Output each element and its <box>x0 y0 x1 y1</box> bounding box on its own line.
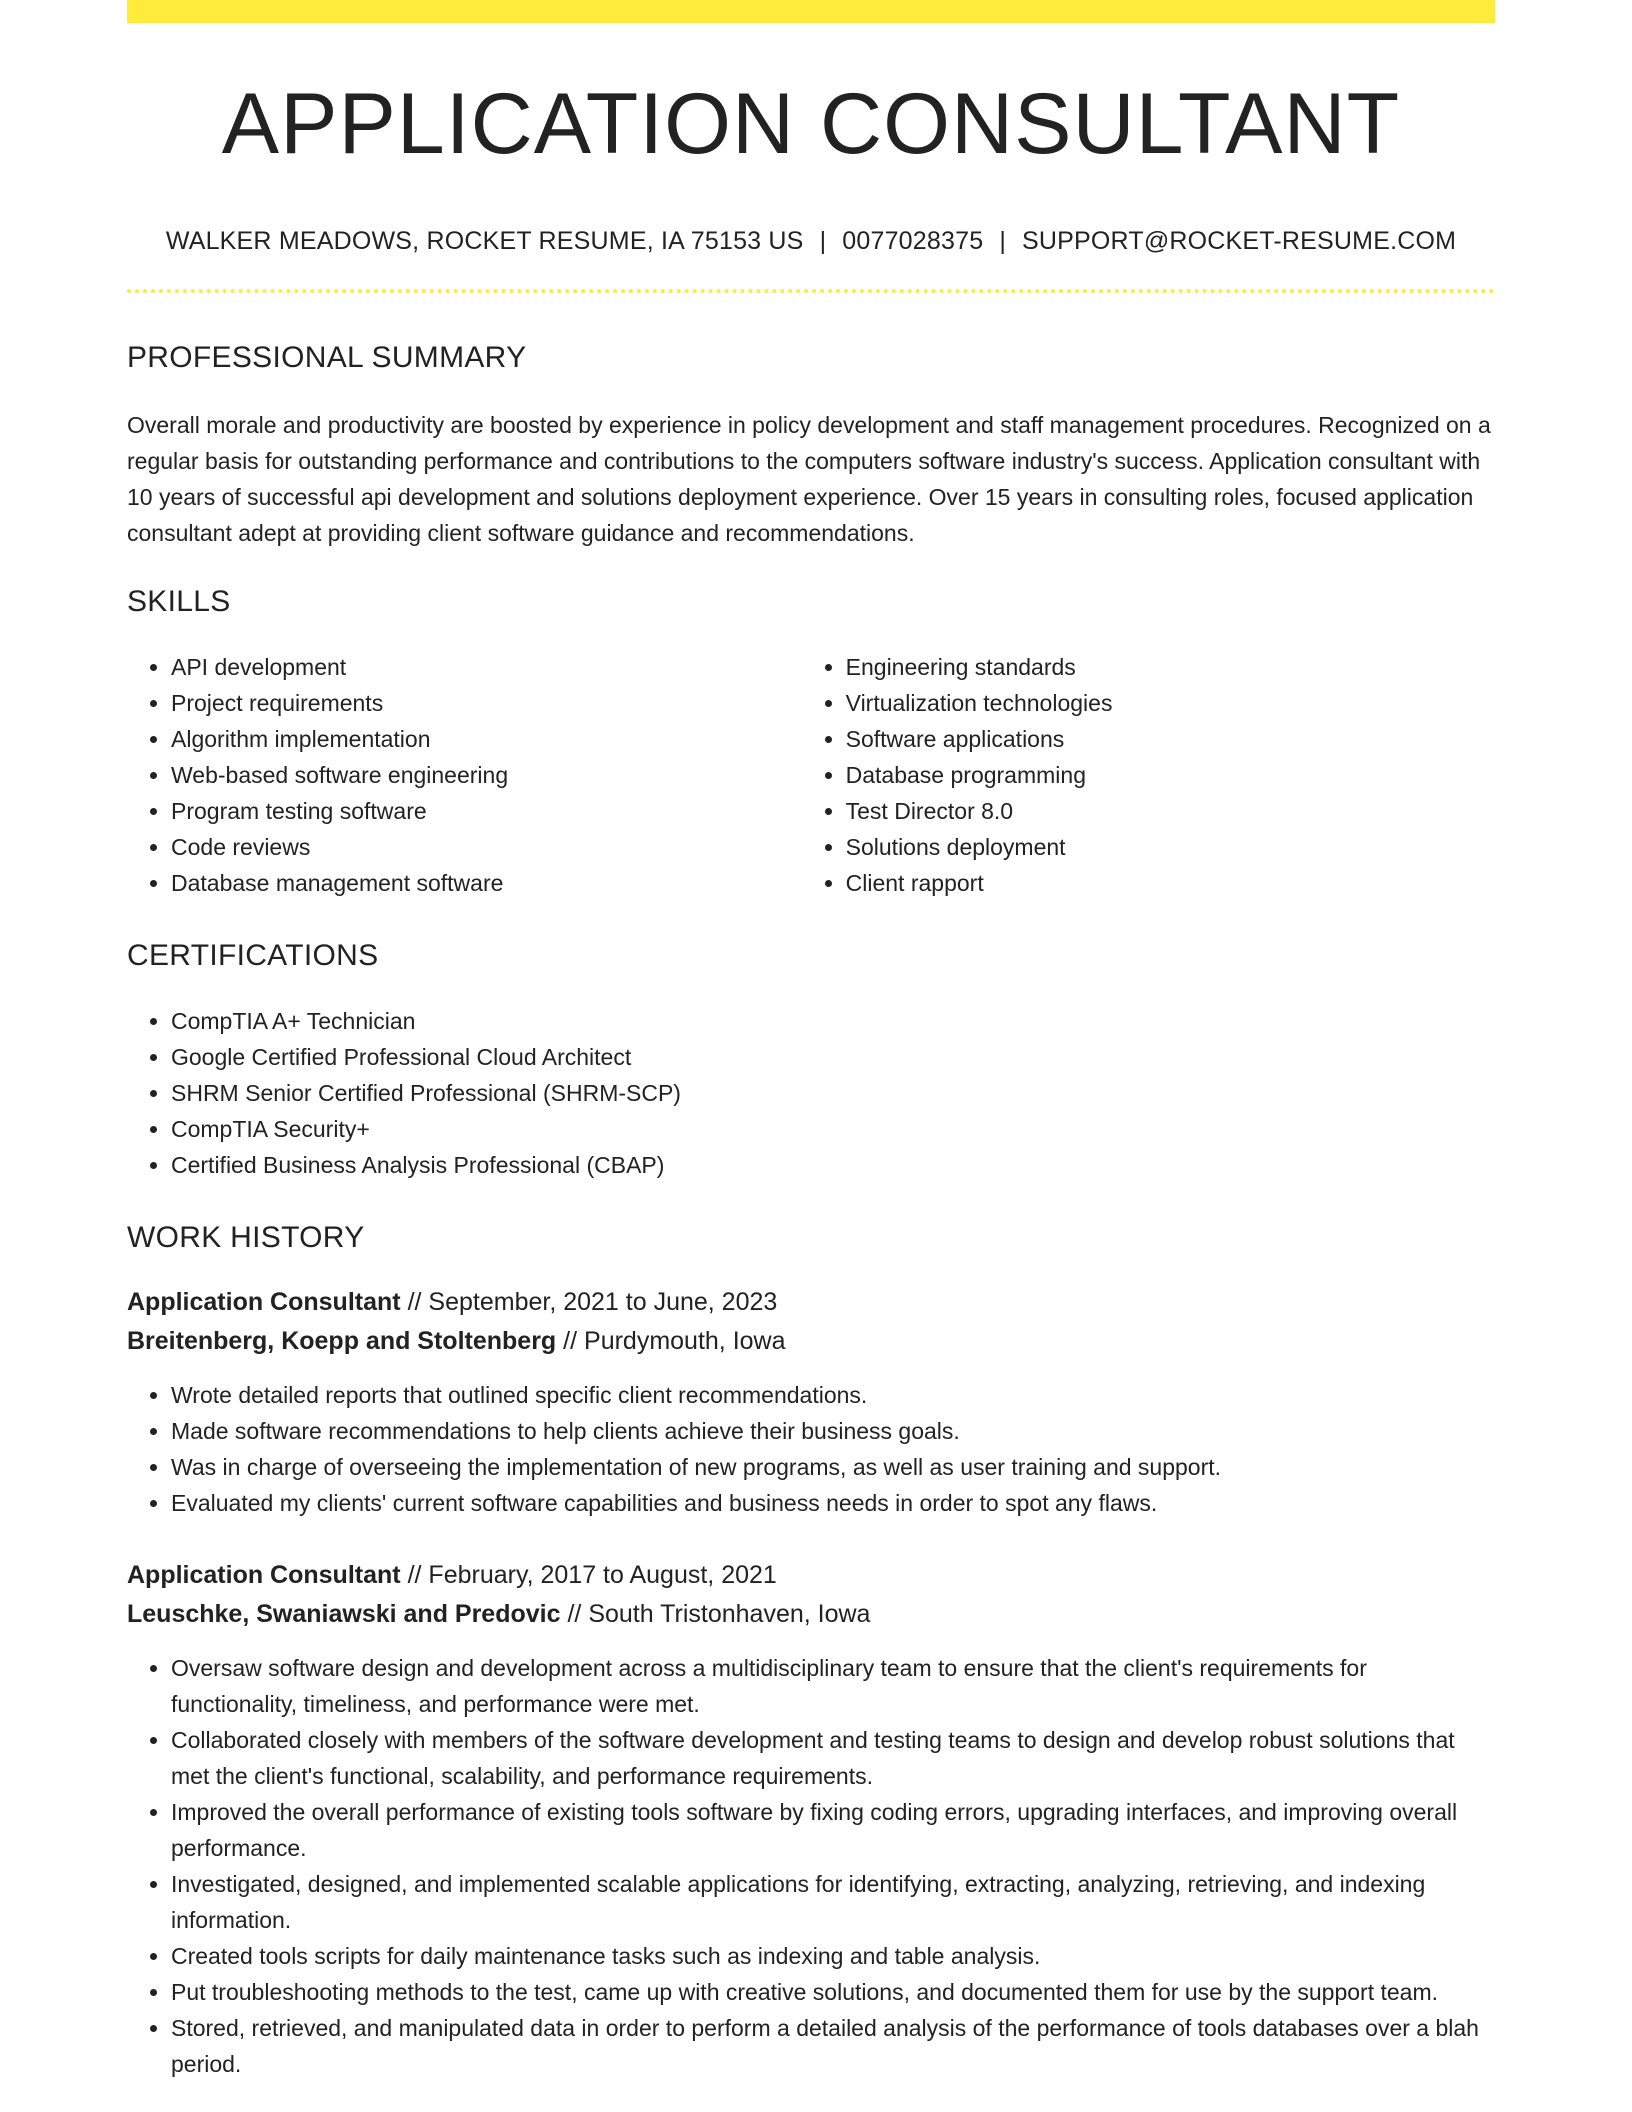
summary-heading: PROFESSIONAL SUMMARY <box>127 341 527 374</box>
job-bullet: • Put troubleshooting methods to the test, came up with creative solutions, and documented them for use by the support team. <box>171 1974 1495 2010</box>
job-company-line <box>127 1322 1495 1361</box>
skill-item: • Program testing software <box>171 793 802 829</box>
job-bullet: • Oversaw software design and development across a multidisciplinary team to ensure that the client's requirements for functionality, timeliness, and performance were met. <box>171 1650 1495 1722</box>
skill-item: • Project requirements <box>171 685 802 721</box>
skill-item: • Client rapport <box>846 865 1495 901</box>
certification-item: • Google Certified Professional Cloud Architect <box>171 1039 1495 1075</box>
skill-item: • Database programming <box>846 757 1495 793</box>
skill-item: • API development <box>171 649 802 685</box>
certifications-list <box>127 1003 1495 1183</box>
job-company-line <box>127 1595 1495 1634</box>
skills-heading: SKILLS <box>127 585 231 618</box>
job-title: Application Consultant <box>127 1561 401 1589</box>
skills-column-left <box>127 649 802 901</box>
skill-item: • Code reviews <box>171 829 802 865</box>
job-location: South Tristonhaven, Iowa <box>588 1600 871 1628</box>
job-separator: // <box>407 1561 422 1589</box>
skill-item: • Database management software <box>171 865 802 901</box>
skill-item: • Virtualization technologies <box>846 685 1495 721</box>
skill-item: • Web-based software engineering <box>171 757 802 793</box>
contact-phone: 0077028375 <box>842 227 984 255</box>
job-bullet: • Improved the overall performance of existing tools software by fixing coding errors, upgrading interfaces, and improving overall performance. <box>171 1794 1495 1866</box>
job-title: Application Consultant <box>127 1288 401 1316</box>
job-bullet: • Was in charge of overseeing the implementation of new programs, as well as user training and support. <box>171 1449 1495 1485</box>
contact-address: WALKER MEADOWS, ROCKET RESUME, IA 75153 US <box>165 227 804 255</box>
job-dates: February, 2017 to August, 2021 <box>428 1561 777 1589</box>
job-bullets <box>127 1650 1495 2082</box>
skill-item: • Engineering standards <box>846 649 1495 685</box>
contact-line <box>127 227 1495 256</box>
certifications-heading: CERTIFICATIONS <box>127 939 379 972</box>
job-location: Purdymouth, Iowa <box>584 1327 786 1355</box>
job-bullets <box>127 1377 1495 1521</box>
job-bullet: • Made software recommendations to help clients achieve their business goals. <box>171 1413 1495 1449</box>
job-bullet: • Evaluated my clients' current software capabilities and business needs in order to spot any flaws. <box>171 1485 1495 1521</box>
certification-item: • CompTIA A+ Technician <box>171 1003 1495 1039</box>
skill-item: • Algorithm implementation <box>171 721 802 757</box>
contact-email[interactable]: SUPPORT@ROCKET-RESUME.COM <box>1022 227 1457 255</box>
resume-title: APPLICATION CONSULTANT <box>221 76 1401 172</box>
job-title-line <box>127 1283 1495 1322</box>
certification-item: • CompTIA Security+ <box>171 1111 1495 1147</box>
skills-list <box>127 649 1495 901</box>
job-separator: // <box>563 1327 578 1355</box>
job-entry <box>127 1556 1495 2082</box>
skill-item: • Test Director 8.0 <box>846 793 1495 829</box>
summary-text: Overall morale and productivity are boosted by experience in policy development and staff management procedures. Recognized on a regular basis for outstanding performance and contributions to the computers software industry's success. Application consultant with 10 years of successful api development and solutions deployment experience. Over 15 years in consulting roles, focused application consultant adept at providing client software guidance and recommendations. <box>127 412 1491 546</box>
job-bullet: • Collaborated closely with members of the software development and testing teams to design and develop robust solutions that met the client's functional, scalability, and performance requirements. <box>171 1722 1495 1794</box>
job-bullet: • Wrote detailed reports that outlined specific client recommendations. <box>171 1377 1495 1413</box>
resume-page <box>127 0 1495 2082</box>
certification-item: • Certified Business Analysis Professional (CBAP) <box>171 1147 1495 1183</box>
job-bullet: • Stored, retrieved, and manipulated data in order to perform a detailed analysis of the performance of tools databases over a blah period. <box>171 2010 1495 2082</box>
contact-separator: | <box>819 227 827 255</box>
job-company: Leuschke, Swaniawski and Predovic <box>127 1600 561 1628</box>
skill-item: • Solutions deployment <box>846 829 1495 865</box>
job-dates: September, 2021 to June, 2023 <box>428 1288 778 1316</box>
job-bullet: • Investigated, designed, and implemented scalable applications for identifying, extracting, analyzing, retrieving, and indexing information. <box>171 1866 1495 1938</box>
job-title-line <box>127 1556 1495 1595</box>
certification-item: • SHRM Senior Certified Professional (SHRM-SCP) <box>171 1075 1495 1111</box>
skill-item: • Software applications <box>846 721 1495 757</box>
dotted-divider <box>127 289 1495 293</box>
accent-top-bar <box>127 0 1495 23</box>
job-entry <box>127 1283 1495 1521</box>
skills-column-right <box>802 649 1495 901</box>
job-bullet: • Created tools scripts for daily maintenance tasks such as indexing and table analysis. <box>171 1938 1495 1974</box>
job-separator: // <box>567 1600 582 1628</box>
contact-separator: | <box>999 227 1007 255</box>
job-separator: // <box>407 1288 422 1316</box>
work-history-heading: WORK HISTORY <box>127 1221 365 1254</box>
job-company: Breitenberg, Koepp and Stoltenberg <box>127 1327 557 1355</box>
